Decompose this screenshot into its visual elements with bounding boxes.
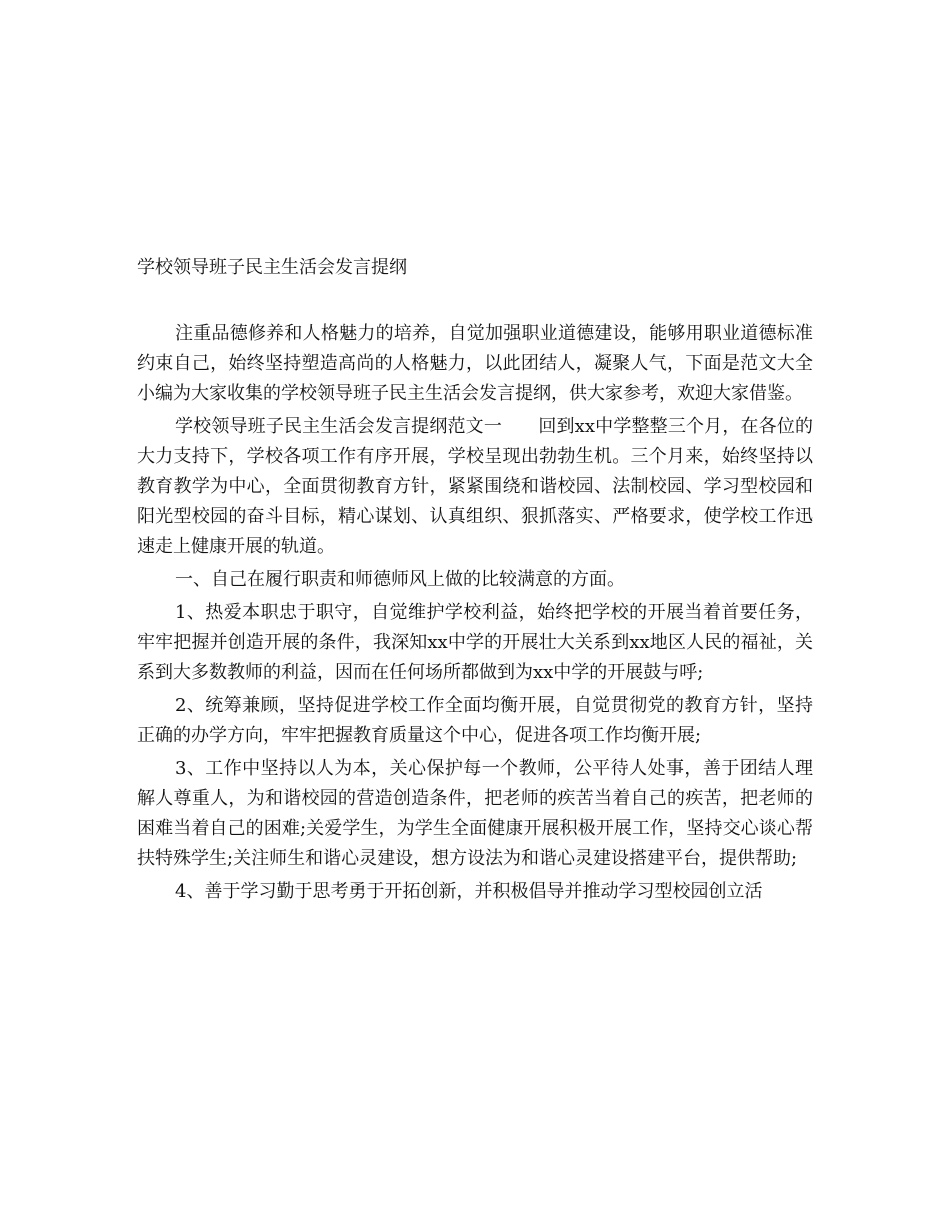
document-title: 学校领导班子民主生活会发言提纲 xyxy=(137,257,407,278)
paragraph-item-3: 3、工作中坚持以人为本，关心保护每一个教师，公平待人处事，善于团结人理解人尊重人，为和谐校园的营造创造条件，把老师的疾苦当着自己的疾苦，把老师的困难当着自己的困难;关爱学生，为学生全面健康开展积极开展工作，坚持交心谈心帮扶特殊学生;关注师生和谐心灵建设，想方设法为和谐心灵建设搭建平台，提供帮助; xyxy=(137,758,813,869)
paragraph-sample-one: 学校领导班子民主生活会发言提纲范文一 回到xx中学整整三个月，在各位的大力支持下，学校各项工作有序开展，学校呈现出勃勃生机。三个月来，始终坚持以教育教学为中心，全面贯彻教育方针，紧紧围绕和谐校园、法制校园、学习型校园和阳光型校园的奋斗目标，精心谋划、认真组织、狠抓落实、严格要求，使学校工作迅速走上健康开展的轨道。 xyxy=(137,416,813,557)
document-body xyxy=(137,319,813,910)
paragraph-item-1: 1、热爱本职忠于职守，自觉维护学校利益，始终把学校的开展当着首要任务，牢牢把握并创造开展的条件，我深知xx中学的开展壮大关系到xx地区人民的福祉，关系到大多数教师的利益，因而在任何场所都做到为xx中学的开展鼓与呼; xyxy=(137,602,813,683)
paragraph-intro: 注重品德修养和人格魅力的培养，自觉加强职业道德建设，能够用职业道德标准约束自己，始终坚持塑造高尚的人格魅力，以此团结人，凝聚人气，下面是范文大全小编为大家收集的学校领导班子民主生活会发言提纲，供大家参考，欢迎大家借鉴。 xyxy=(137,323,813,404)
paragraph-section-one-heading: 一、自己在履行职责和师德师风上做的比较满意的方面。 xyxy=(175,569,625,590)
paragraph-item-2: 2、统筹兼顾，坚持促进学校工作全面均衡开展，自觉贯彻党的教育方针，坚持正确的办学方向，牢牢把握教育质量这个中心，促进各项工作均衡开展; xyxy=(137,695,813,746)
paragraph-item-4: 4、善于学习勤于思考勇于开拓创新，并积极倡导并推动学习型校园创立活 xyxy=(175,881,763,902)
